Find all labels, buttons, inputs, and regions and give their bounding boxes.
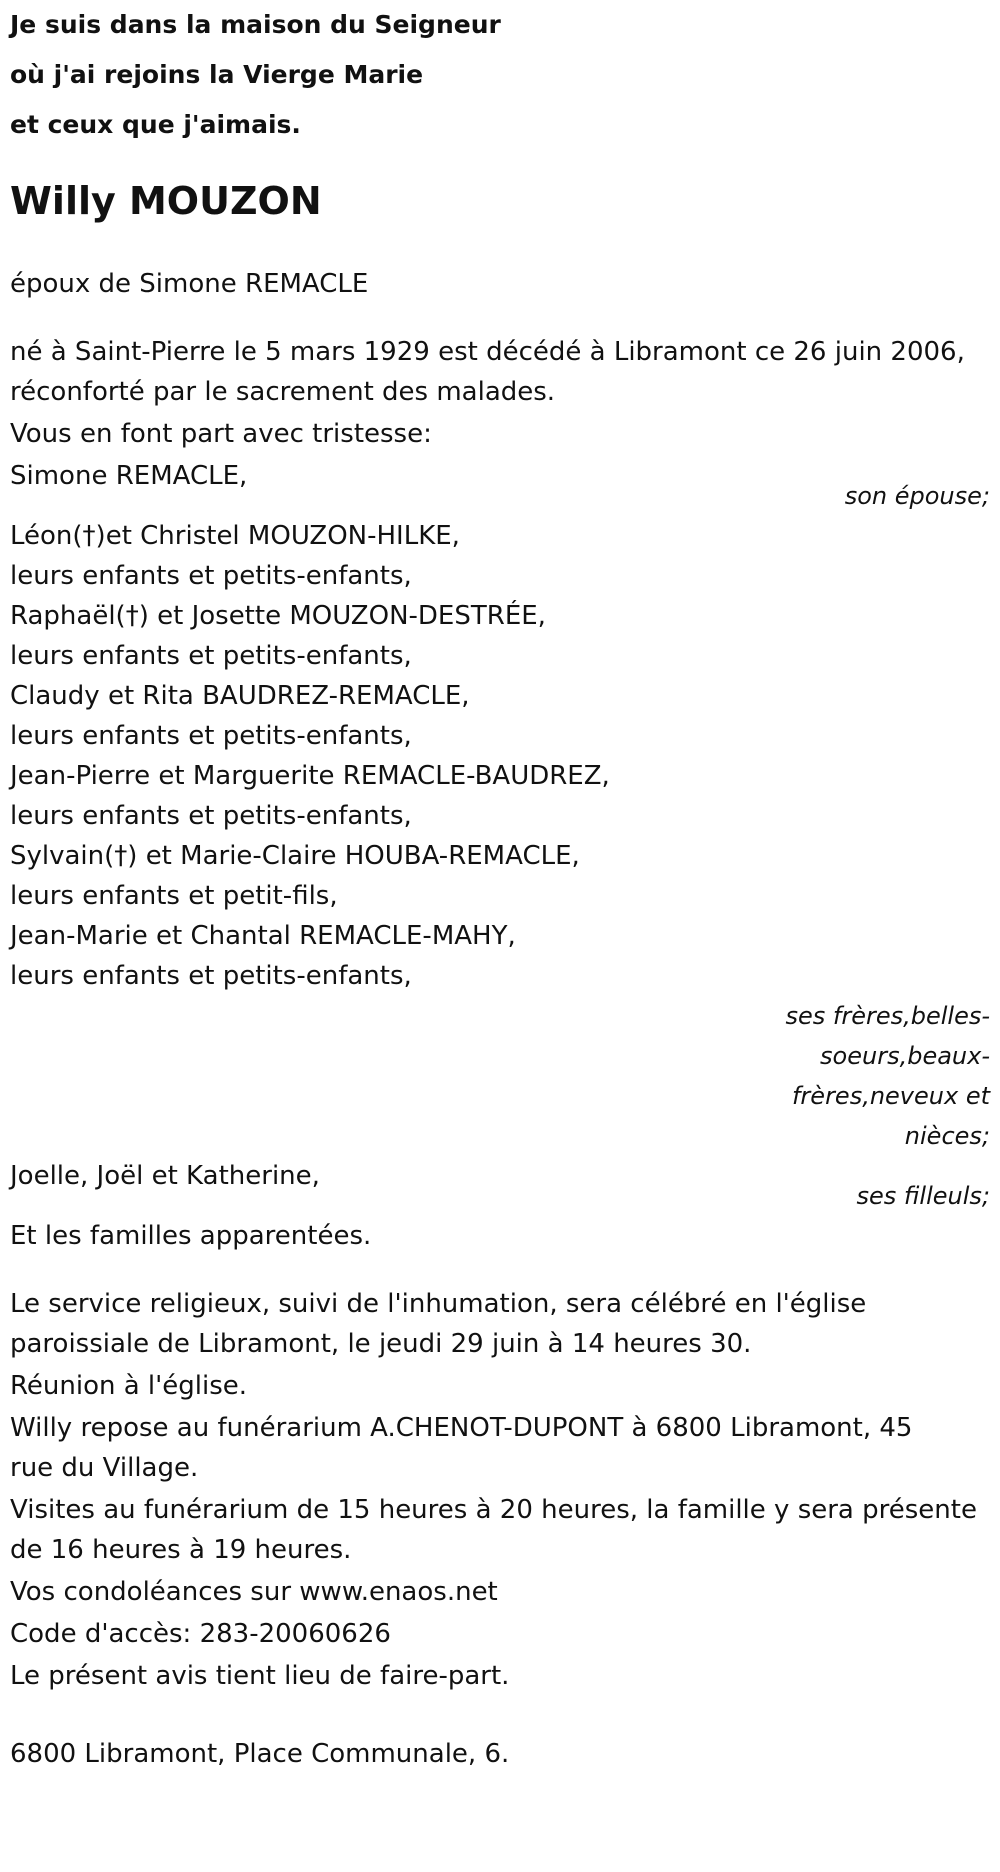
sibling-line: leurs enfants et petit-fils, [10,881,338,911]
service-line-2: paroissiale de Libramont, le jeudi 29 juin à 14 heures 30. [10,1329,752,1359]
verse-line-2: où j'ai rejoins la Vierge Marie [10,60,424,89]
birth-death-line-1: né à Saint-Pierre le 5 mars 1929 est décédé à Libramont ce 26 juin 2006, [10,337,965,367]
siblings-role-line: frères,neveux et [791,1082,990,1110]
spouse-line: époux de Simone REMACLE [10,269,369,299]
service-line-1: Le service religieux, suivi de l'inhumation, sera célébré en l'église [10,1289,867,1319]
sibling-line: leurs enfants et petits-enfants, [10,641,412,671]
visits-line-2: de 16 heures à 19 heures. [10,1535,352,1565]
sibling-line: leurs enfants et petits-enfants, [10,801,412,831]
sibling-line: Léon(†)et Christel MOUZON-HILKE, [10,521,460,551]
birth-death-block [10,332,990,412]
sibling-line: Jean-Marie et Chantal REMACLE-MAHY, [10,921,516,951]
birth-death-line-2: réconforté par le sacrement des malades. [10,377,556,407]
verse-line-3: et ceux que j'aimais. [10,110,301,139]
rest-line-1: Willy repose au funérarium A.CHENOT-DUPONT à 6800 Libramont, 45 [10,1413,913,1443]
condolences-line: Vos condoléances sur www.enaos.net [10,1577,498,1607]
visits-block [10,1490,990,1570]
spouse-name: Simone REMACLE, [10,461,248,491]
rest-line-2: rue du Village. [10,1453,199,1483]
verse-line-1: Je suis dans la maison du Seigneur [10,10,501,39]
siblings-role-line: ses frères,belles- [785,1002,990,1030]
siblings-role-line: nièces; [904,1122,990,1150]
siblings-list [10,516,990,996]
sibling-line: Raphaël(†) et Josette MOUZON-DESTRÉE, [10,601,546,631]
address-line: 6800 Libramont, Place Communale, 6. [10,1739,510,1769]
sibling-line: Sylvain(†) et Marie-Claire HOUBA-REMACLE, [10,841,580,871]
rest-block [10,1408,990,1488]
spouse-role: son épouse; [844,482,990,510]
sibling-line: leurs enfants et petits-enfants, [10,961,412,991]
deceased-name: Willy MOUZON [10,179,322,223]
siblings-role-line: soeurs,beaux- [820,1042,990,1070]
visits-line-1: Visites au funérarium de 15 heures à 20 heures, la famille y sera présente [10,1495,977,1525]
godchildren-names: Joelle, Joël et Katherine, [10,1161,320,1191]
meeting-line: Réunion à l'église. [10,1371,248,1401]
access-code-line: Code d'accès: 283-20060626 [10,1619,391,1649]
sibling-line: Claudy et Rita BAUDREZ-REMACLE, [10,681,470,711]
service-block [10,1284,990,1364]
sibling-line: leurs enfants et petits-enfants, [10,721,412,751]
verse [10,0,990,150]
sibling-line: leurs enfants et petits-enfants, [10,561,412,591]
sibling-line: Jean-Pierre et Marguerite REMACLE-BAUDREZ, [10,761,610,791]
siblings-role [750,996,990,1156]
announce-line: Vous en font part avec tristesse: [10,419,432,449]
godchildren-role: ses filleuls; [856,1182,990,1210]
families-line: Et les familles apparentées. [10,1221,372,1251]
notice-line: Le présent avis tient lieu de faire-part. [10,1661,510,1691]
